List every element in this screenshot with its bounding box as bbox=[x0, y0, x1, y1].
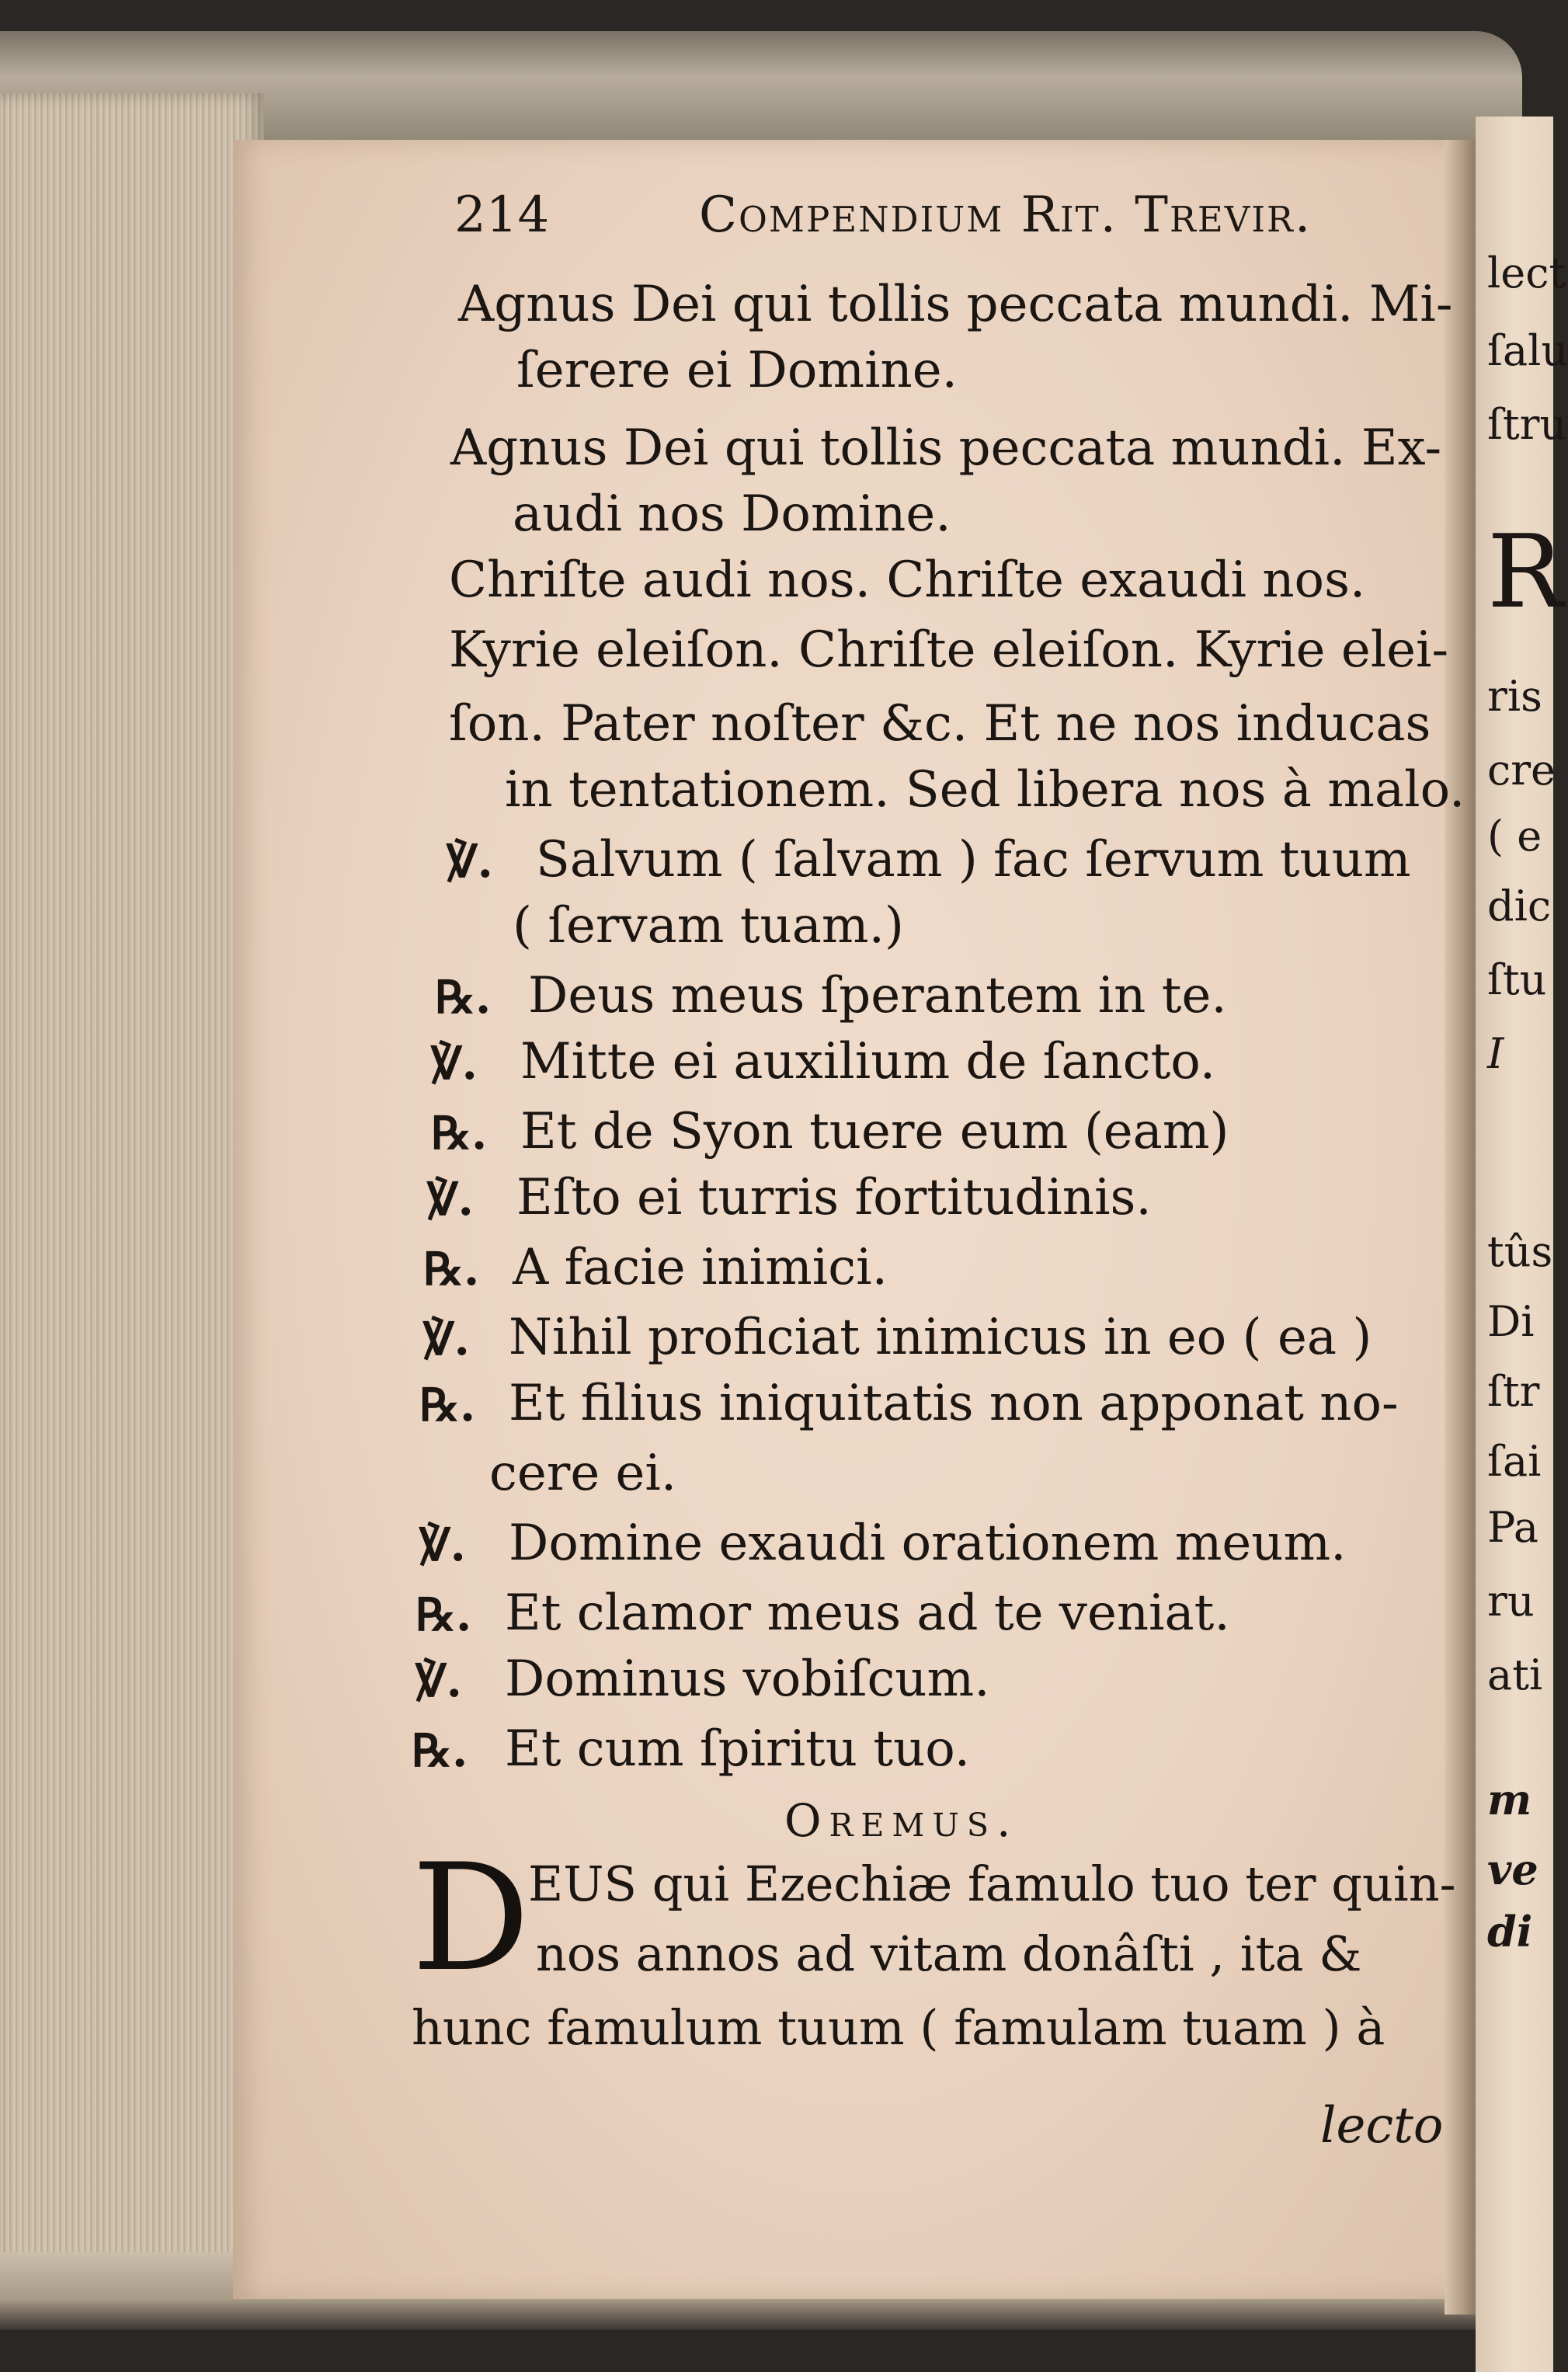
text-line: EUS qui Ezechiæ famulo tuo ter quin- bbox=[528, 1856, 1456, 1912]
section-heading: Oremus. bbox=[784, 1794, 1019, 1847]
next-page-fragment: I bbox=[1487, 1029, 1504, 1078]
next-page-fragment: m bbox=[1487, 1775, 1532, 1824]
text-line: Kyrie eleiſon. Chriſte eleiſon. Kyrie elei- bbox=[449, 621, 1449, 679]
page-stack-edge bbox=[0, 93, 264, 2315]
next-page-fragment: lect bbox=[1487, 249, 1566, 297]
next-page-fragment: ve bbox=[1487, 1845, 1538, 1894]
text-line: audi nos Domine. bbox=[513, 485, 951, 543]
text-line: Agnus Dei qui tollis peccata mundi. Ex- bbox=[450, 419, 1442, 477]
text-line: Chriſte audi nos. Chriſte exaudi nos. bbox=[449, 551, 1366, 609]
text-line: Agnus Dei qui tollis peccata mundi. Mi- bbox=[458, 276, 1453, 333]
next-page-fragment: di bbox=[1487, 1907, 1533, 1956]
text-line: ſon. Pater noſter &c. Et ne nos inducas bbox=[449, 695, 1431, 753]
next-page-fragment: ru bbox=[1487, 1577, 1535, 1626]
response-symbol: ℞. bbox=[419, 1379, 476, 1431]
next-page-fragment: Di bbox=[1487, 1297, 1535, 1346]
text-line: Mitte ei auxilium de ſancto. bbox=[520, 1033, 1216, 1090]
next-page-fragment: tûs bbox=[1487, 1227, 1553, 1276]
next-page-fragment: ( e bbox=[1487, 812, 1542, 861]
text-line: Et de Syon tuere eum (eam) bbox=[520, 1103, 1229, 1160]
response-symbol: ℞. bbox=[431, 1107, 488, 1160]
text-line: Et filius iniquitatis non apponat no- bbox=[509, 1375, 1399, 1432]
text-line: ( ſervam tuam.) bbox=[513, 897, 904, 955]
versicle-symbol: ℣. bbox=[427, 1173, 474, 1226]
next-page-fragment: Pa bbox=[1487, 1503, 1539, 1552]
text-line: Nihil proficiat inimicus in eo ( ea ) bbox=[509, 1309, 1372, 1366]
next-page-fragment: ſtru bbox=[1487, 400, 1567, 449]
next-page-fragment: R bbox=[1487, 513, 1563, 631]
text-line: Deus meus ſperantem in te. bbox=[528, 967, 1227, 1024]
drop-cap: D bbox=[412, 1832, 530, 2004]
versicle-symbol: ℣. bbox=[419, 1518, 466, 1571]
text-line: ſerere ei Domine. bbox=[516, 342, 958, 399]
response-symbol: ℞. bbox=[435, 971, 492, 1024]
text-line: Dominus vobiſcum. bbox=[505, 1650, 990, 1708]
running-head: Compendium Rit. Trevir. bbox=[699, 186, 1312, 244]
text-line: hunc famulum tuum ( famulam tuam ) à bbox=[412, 1999, 1385, 2056]
next-page-fragment: ſai bbox=[1487, 1437, 1542, 1486]
text-line: Domine exaudi orationem meum. bbox=[509, 1515, 1347, 1572]
next-page-fragment: dic bbox=[1487, 882, 1552, 930]
text-line: Eſto ei turris fortitudinis. bbox=[516, 1169, 1152, 1226]
next-page-fragment: cre bbox=[1487, 746, 1556, 795]
response-symbol: ℞. bbox=[412, 1724, 468, 1777]
response-symbol: ℞. bbox=[415, 1588, 472, 1641]
catchword: lecto bbox=[1320, 2097, 1444, 2155]
response-symbol: ℞. bbox=[423, 1243, 480, 1296]
next-page-fragment: ſtr bbox=[1487, 1367, 1540, 1416]
versicle-symbol: ℣. bbox=[415, 1654, 462, 1707]
book-gutter bbox=[1445, 140, 1476, 2315]
versicle-symbol: ℣. bbox=[447, 835, 493, 888]
text-line: Salvum ( ſalvam ) fac ſervum tuum bbox=[536, 831, 1411, 889]
text-line: nos annos ad vitam donâſti , ita & bbox=[536, 1925, 1362, 1982]
text-line: A facie inimici. bbox=[513, 1239, 888, 1296]
next-page-fragment: ſalu bbox=[1487, 326, 1568, 375]
versicle-symbol: ℣. bbox=[423, 1313, 470, 1365]
next-page-fragment: ati bbox=[1487, 1650, 1543, 1699]
text-line: cere ei. bbox=[489, 1445, 677, 1502]
page-number: 214 bbox=[454, 186, 550, 244]
versicle-symbol: ℣. bbox=[431, 1037, 478, 1090]
next-page-fragment: ris bbox=[1487, 672, 1542, 721]
text-line: Et cum ſpiritu tuo. bbox=[505, 1720, 971, 1778]
text-line: Et clamor meus ad te veniat. bbox=[505, 1584, 1230, 1642]
next-page-fragment: ſtu bbox=[1487, 955, 1547, 1004]
text-line: in tentationem. Sed libera nos à malo. bbox=[505, 761, 1465, 819]
